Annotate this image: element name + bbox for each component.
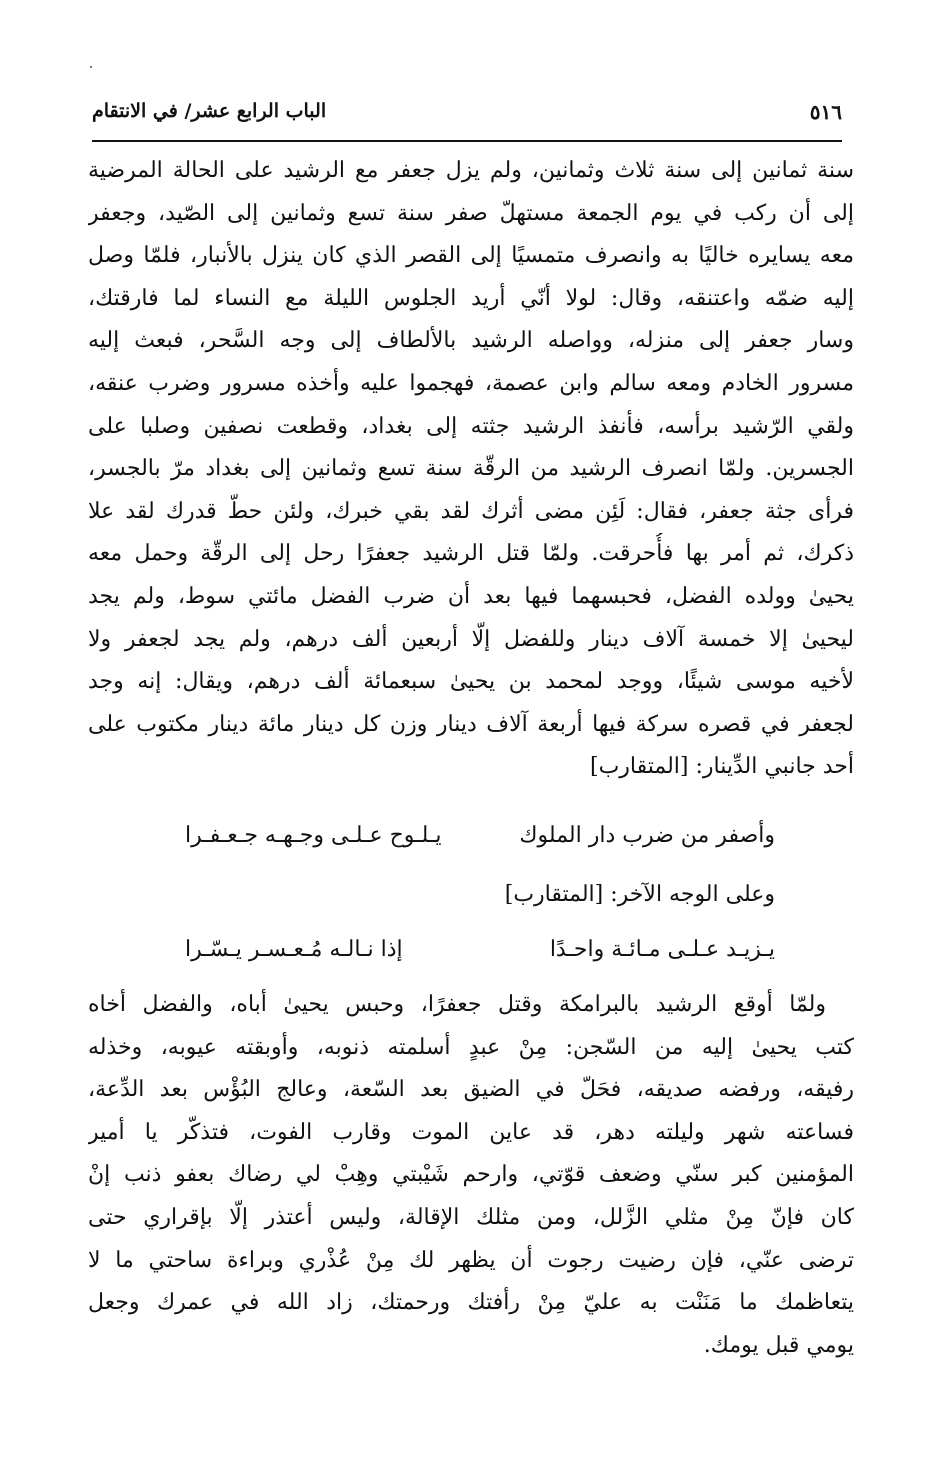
text-line: إليه ضمّه واعتنقه، وقال: لولا أنّي أريد الجلوس الليلة مع النساء لما فارقتك، xyxy=(88,285,854,311)
text-line: رفيقه، ورفضه صديقه، فحَلّ في الضيق بعد السّعة، وعالج البُؤْس بعد الدِّعة، xyxy=(88,1077,854,1103)
text-line: فرأى جثة جعفر، فقال: لَئِن مضى أثرك لقد بقي خبرك، ولئن حطّ قدرك لقد علا xyxy=(88,498,854,524)
text-line: إلى أن ركب في يوم الجمعة مستهلّ صفر سنة تسع وثمانين إلى الصّيد، وجعفر xyxy=(88,200,854,226)
scan-speck xyxy=(90,66,92,68)
text-line: ذكرك، ثم أمر بها فأُحرقت. ولمّا قتل الرشيد جعفرًا رحل إلى الرقّة وحمل معه xyxy=(88,541,854,567)
text-line: ترضى عنّي، فإن رضيت رجوت أن يظهر لك مِنْ عُذْري وبراءة ساحتي ما لا xyxy=(88,1247,854,1273)
text-line: ولقي الرّشيد برأسه، فأنفذ الرشيد جثته إلى بغداد، وقطعت نصفين وصلبا على xyxy=(88,413,854,439)
text-line: مسرور الخادم ومعه سالم وابن عصمة، فهجموا عليه وأخذه مسرور وضرب عنقه، xyxy=(88,370,854,396)
text-line: فساعته شهر وليلته دهر، قد عاين الموت وقارب الفوت، فتذكّر يا أمير xyxy=(88,1119,854,1145)
running-head: الباب الرابع عشر/ في الانتقام xyxy=(92,100,327,122)
text-line: يتعاظمك ما مَنَنْت به عليّ مِنْ رأفتك ورحمتك، زاد الله في عمرك وجعل xyxy=(88,1290,854,1316)
text-line: أحد جانبي الدِّينار: [المتقارب] xyxy=(589,754,854,780)
text-line: ليحيىٰ إلا خمسة آلاف دينار وللفضل إلّا أربعين ألف درهم، ولم يجد لجعفر ولا xyxy=(88,626,854,652)
verse-1 xyxy=(185,814,775,858)
paragraph-1 xyxy=(88,150,854,789)
text-line: كان فإنّ مِنْ مثلي الزَّلل، ومن مثلك الإقالة، وليس أعتذر إلّا بإقراري حتى xyxy=(88,1204,854,1230)
verse-2-second-hemistich: إذا نـالـه مُـعـسـر يـسّـرا xyxy=(185,937,403,962)
text-line: يومي قبل يومك. xyxy=(703,1332,854,1358)
text-line: يحيىٰ وولده الفضل، فحبسهما فيها بعد أن ضرب الفضل مائتي سوط، ولم يجد xyxy=(88,583,854,609)
text-line: لجعفر في قصره سركة فيها أربعة آلاف دينار وزن كل دينار مائة دينار مكتوب على xyxy=(88,711,854,737)
verse-2-intro: وعلى الوجه الآخر: [المتقارب] xyxy=(504,882,775,907)
page-header xyxy=(92,96,842,136)
header-rule xyxy=(92,140,842,142)
verse-1-first-hemistich: وأصفر من ضرب دار الملوك xyxy=(519,823,775,848)
text-line: كتب يحيىٰ إليه من السّجن: مِنْ عبدٍ أسلمته ذنوبه، وأوبقته عيوبه، وخذله xyxy=(88,1034,854,1060)
paragraph-2 xyxy=(88,984,854,1367)
text-line: الجسرين. ولمّا انصرف الرشيد من الرقّة سنة تسع وثمانين إلى بغداد مرّ بالجسر، xyxy=(88,456,854,482)
text-line: المؤمنين كبر سنّي وضعف قوّتي، وارحم شَيْبتي وهِبْ لي رضاك بعفو ذنب إنْ xyxy=(88,1162,854,1188)
verse-2-first-hemistich: يـزيـد عـلـى مـائـة واحـدًا xyxy=(549,937,775,962)
verse-2 xyxy=(185,928,775,972)
text-line: وسار جعفر إلى منزله، وواصله الرشيد بالألطاف إلى وجه السَّحر، فبعث إليه xyxy=(88,328,854,354)
verse-1-second-hemistich: يـلـوح عـلـى وجـهـه جـعـفـرا xyxy=(185,823,442,848)
text-line: لأخيه موسى شيئًا، ووجد لمحمد بن يحيىٰ سبعمائة ألف درهم، ويقال: إنه وجد xyxy=(88,669,854,695)
text-line: معه يسايره خاليًا به وانصرف متمسيًا إلى القصر الذي كان ينزل بالأنبار، فلمّا وصل xyxy=(88,243,854,269)
text-line: ولمّا أوقع الرشيد بالبرامكة وقتل جعفرًا، وحبس يحيىٰ أباه، والفضل أخاه xyxy=(88,992,826,1017)
text-line: سنة ثمانين إلى سنة ثلاث وثمانين، ولم يزل جعفر مع الرشيد على الحالة المرضية xyxy=(88,158,854,183)
page-number: ٥١٦ xyxy=(809,100,842,124)
